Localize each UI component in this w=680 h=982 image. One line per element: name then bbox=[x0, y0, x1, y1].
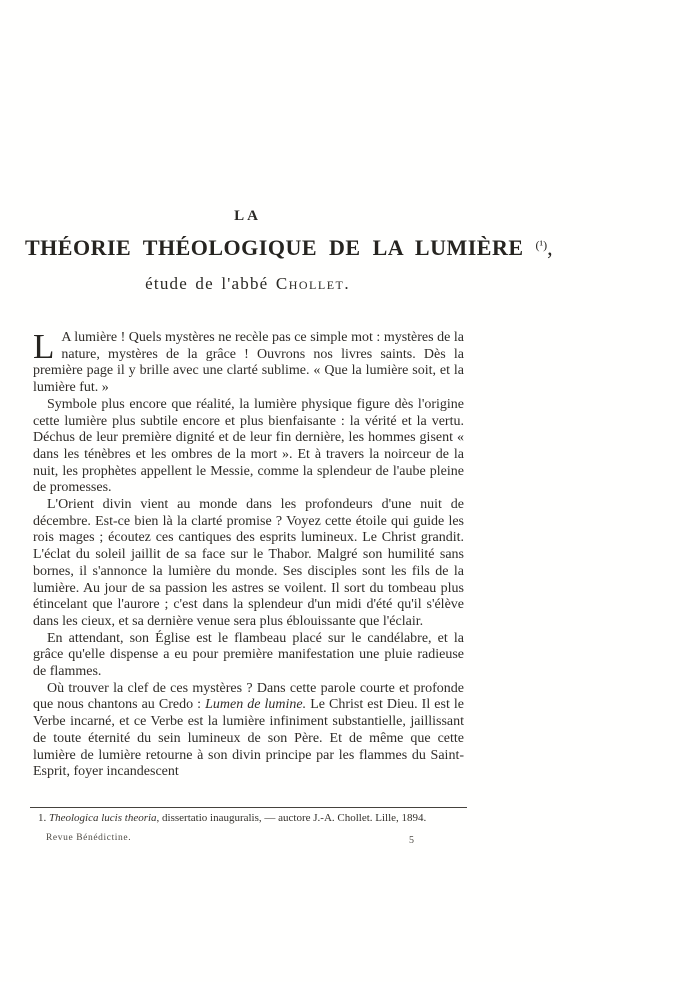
subtitle-prefix: étude de l'abbé bbox=[145, 274, 276, 293]
paragraph-1-text: A lumière ! Quels mystères ne recèle pas ce simple mot : mystères de la nature, mystères de la grâce ! Ouvrons nos livres saints. Dès la première page il y brille avec une clarté sublime. « Que la lumière soit, et la lumière fut. » bbox=[33, 330, 464, 396]
paragraph-2: Symbole plus encore que réalité, la lumière physique figure dès l'origine cette lumière plus subtile encore et plus bienfaisante : la vérité et la vertu. Déchus de leur première dignité et de leur fin dernière, les hommes gisent « dans les ténèbres et les ombres de la mort ». Et à travers la noirceur de la nuit, les prophètes appellent le Messie, comme la splendeur de l'aube pleine de promesses. bbox=[33, 396, 464, 496]
footnote-reference-marker: (¹) bbox=[535, 238, 548, 252]
article-title bbox=[25, 235, 554, 261]
footnote-divider bbox=[30, 807, 467, 808]
title-comma: , bbox=[547, 235, 554, 260]
paragraph-5-text-after: Le Christ est Dieu. Il est le Verbe incarné, et ce Verbe est la lumière infiniment substantielle, jaillissant de toute éternité du sein lumineux de son Père. Et de même que cette lumière de lumière retourne à son divin principe par les flammes du Saint-Esprit, foyer incandescent bbox=[33, 697, 465, 780]
author-name: Chollet bbox=[275, 274, 345, 293]
footnote bbox=[38, 812, 468, 825]
paragraph-5 bbox=[33, 681, 464, 781]
paragraph-4: En attendant, son Église est le flambeau placé sur le candélabre, et la grâce qu'elle dispense a eu pour première manifestation une pluie radieuse de flammes. bbox=[33, 630, 464, 680]
paragraph-1 bbox=[33, 327, 464, 397]
paragraph-3: L'Orient divin vient au monde dans les profondeurs d'une nuit de décembre. Est-ce bien là la clarté promise ? Voyez cette étoile qui guide les rois mages ; écoutez ces cantiques des esprits lumineux. Le Christ grandit. L'éclat du soleil jaillit de sa face sur le Thabor. Malgré son humilité sans bornes, il s'annonce la lumière du monde. Ses disciples sont les fils de la lumière. Au jour de sa passion les astres se voilent. Il sort du tombeau plus étincelant que l'aurore ; c'est dans la splendeur d'un midi d'été qu'il s'élève dans les cieux, et sa dernière venue sera plus éblouissante que l'éclair. bbox=[33, 497, 464, 629]
paragraph-5-text-before: Où trouver la clef de ces mystères ? Dans cette parole courte et profonde que nous chantons au Credo : bbox=[33, 680, 464, 713]
article-title-text: THÉORIE THÉOLOGIQUE DE LA LUMIÈRE bbox=[25, 235, 524, 260]
footnote-citation: , dissertatio inauguralis, — auctore J.-A. Chollet. Lille, 1894. bbox=[156, 812, 427, 824]
footnote-number: 1. bbox=[38, 812, 49, 824]
drop-cap: L bbox=[33, 327, 55, 366]
journal-name: Revue Bénédictine. bbox=[46, 833, 132, 843]
signature-mark: 5 bbox=[409, 835, 414, 846]
article-body bbox=[33, 327, 465, 781]
latin-phrase: Lumen de lumine. bbox=[205, 697, 307, 713]
article-pretitle: LA bbox=[234, 208, 261, 224]
subtitle-suffix: . bbox=[344, 274, 350, 293]
article-subtitle bbox=[25, 274, 470, 294]
footnote-work-title: Theologica lucis theoria bbox=[49, 812, 157, 824]
